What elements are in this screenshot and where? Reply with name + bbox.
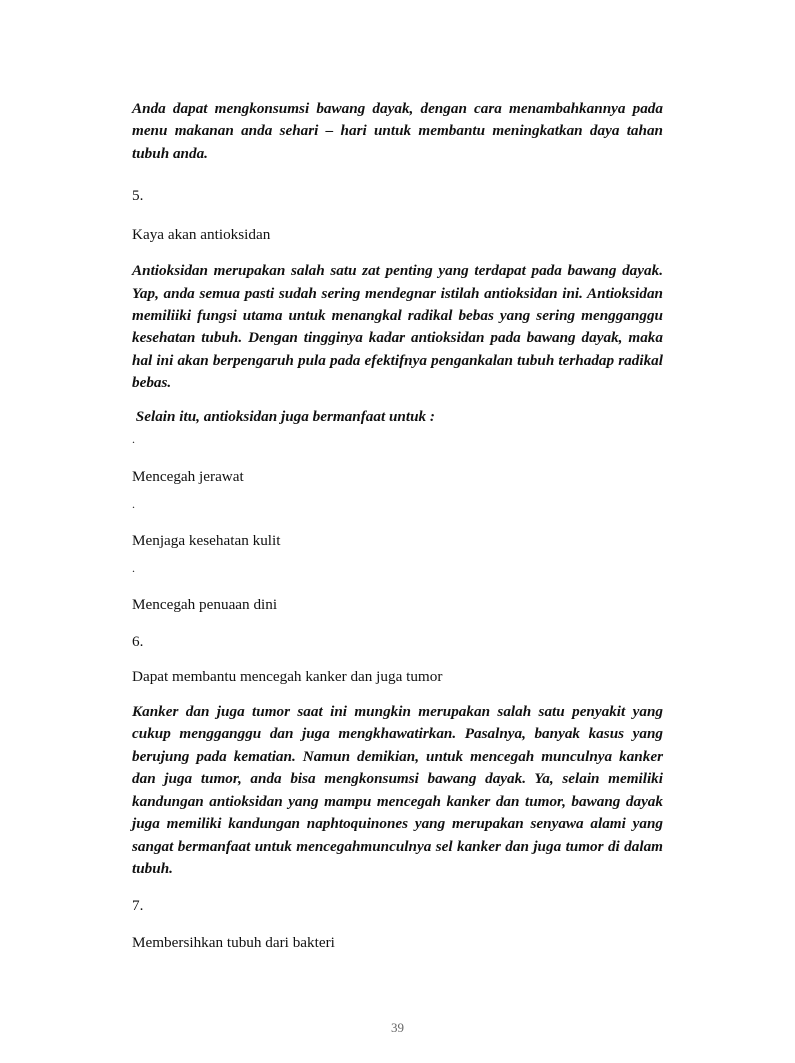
bullet-item-jerawat: Mencegah jerawat xyxy=(132,468,244,486)
kanker-paragraph: Kanker dan juga tumor saat ini mungkin merupakan salah satu penyakit yang cukup mengganggu dan juga mengkhawatirkan. Pasalnya, banyak kasus yang berujung pada kematian. Namun demikian, untuk mencegah munculnya kanker dan juga tumor, anda bisa mengkonsumsi bawang dayak. Ya, selain memiliki kandungan antioksidan yang mampu mencegah kanker dan tumor, bawang dayak juga memiliki kandungan naphtoquinones yang merupakan senyawa alami yang sangat bermanfaat untuk mencegahmunculnya sel kanker dan juga tumor di dalam tubuh. xyxy=(132,703,663,877)
heading-antioksidan: Kaya akan antioksidan xyxy=(132,226,271,244)
page-number: 39 xyxy=(391,1020,404,1035)
antioksidan-benefits-intro: Selain itu, antioksidan juga bermanfaat untuk : xyxy=(132,407,435,425)
antioksidan-paragraph: Antioksidan merupakan salah satu zat penting yang terdapat pada bawang dayak. Yap, anda semua pasti sudah sering mendegnar istilah antioksidan ini. Antioksidan memiliiki fungsi utama untuk menangkal radikal bebas yang sering mengganggu kesehatan tubuh. Dengan tingginya kadar antioksidan pada bawang dayak, maka hal ini akan berpengaruh pula pada efektifnya pengankalan tubuh terhadap radikal bebas. xyxy=(132,262,663,392)
bullet-mark: . xyxy=(132,497,135,512)
intro-paragraph: Anda dapat mengkonsumsi bawang dayak, dengan cara menambahkannya pada menu makanan anda sehari – hari untuk membantu meningkatkan daya tahan tubuh anda. xyxy=(132,100,663,162)
bullet-mark: . xyxy=(132,432,135,447)
bullet-item-penuaan: Mencegah penuaan dini xyxy=(132,596,278,614)
bullet-mark: . xyxy=(132,561,135,576)
bullet-item-kulit: Menjaga kesehatan kulit xyxy=(132,532,281,550)
item-number-6: 6. xyxy=(132,633,144,651)
item-number-5: 5. xyxy=(132,187,144,205)
heading-kanker: Dapat membantu mencegah kanker dan juga tumor xyxy=(132,668,443,686)
document-page xyxy=(132,98,663,953)
item-number-7: 7. xyxy=(132,897,144,915)
heading-bakteri: Membersihkan tubuh dari bakteri xyxy=(132,934,335,952)
